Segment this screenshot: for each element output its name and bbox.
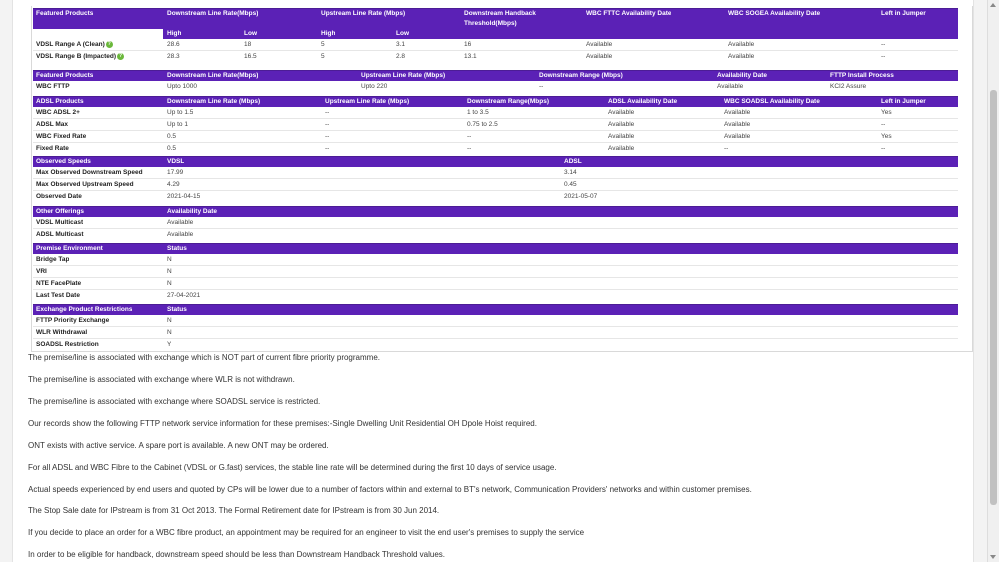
note-fttp-network: Our records show the following FTTP network service information for these premises:-Single Dwelling Unit Residential OH Dpole Hoist required. (28, 419, 537, 428)
header-status: Status (167, 306, 187, 313)
row-value: 27-04-2021 (167, 292, 201, 299)
row-label: FTTP Priority Exchange (36, 317, 110, 324)
product-name (36, 39, 113, 50)
scroll-up-icon[interactable] (990, 3, 996, 7)
down-value: Up to 1.5 (167, 109, 194, 116)
table-row (33, 51, 958, 62)
observed-speeds-table (33, 156, 958, 202)
note-ont: ONT exists with active service. A spare port is available. A new ONT may be ordered. (28, 441, 329, 450)
down-value: 0.5 (167, 145, 177, 152)
vdsl-table-header (33, 8, 958, 29)
header-left-in-jumper: Left in Jumper (881, 10, 926, 17)
header-downstream-range: Downstream Range(Mbps) (467, 98, 549, 105)
table-row (33, 315, 958, 327)
soadsl-value: -- (724, 145, 729, 152)
header-featured-products: Featured Products (36, 10, 94, 17)
jumper-value: -- (881, 145, 886, 152)
scroll-down-icon[interactable] (990, 555, 996, 559)
table-row (33, 143, 958, 154)
row-label: VDSL Multicast (36, 219, 84, 226)
row-value: Y (167, 341, 172, 348)
adsl-value: Available (608, 133, 635, 140)
row-label: SOADSL Restriction (36, 341, 99, 348)
header-featured-products: Featured Products (36, 72, 94, 79)
row-value: N (167, 329, 172, 336)
exchange-restrictions-table (33, 304, 958, 350)
note-appointment: If you decide to place an order for a WBC fibre product, an appointment may be required for an engineer to visit the end user's premises to supply the service (28, 528, 585, 537)
range-value: 0.75 to 2.5 (467, 121, 498, 128)
row-label: NTE FacePlate (36, 280, 82, 287)
product-name: WBC ADSL 2+ (36, 109, 80, 116)
header-availability-date: Availability Date (717, 72, 767, 79)
soadsl-value: Available (724, 133, 751, 140)
subheader-up-high: High (321, 30, 336, 37)
adsl-products-table (33, 96, 958, 154)
table-row (33, 290, 958, 301)
other-table-header (33, 206, 958, 217)
table-row (33, 81, 958, 92)
table-row (33, 254, 958, 266)
help-icon[interactable]: ? (107, 40, 111, 47)
adsl-table-header (33, 96, 958, 107)
up-low-value: 2.8 (396, 53, 406, 60)
vdsl-value: 17.99 (167, 169, 184, 176)
header-upstream-rate: Upstream Line Rate (Mbps) (321, 10, 406, 17)
adsl-value: 3.14 (564, 169, 577, 176)
fttp-products-table (33, 70, 958, 92)
row-label: VRI (36, 268, 47, 275)
product-name: WBC Fixed Rate (36, 133, 87, 140)
jumper-value: Yes (881, 109, 892, 116)
header-downstream-rate: Downstream Line Rate(Mbps) (167, 72, 259, 79)
down-high-value: 28.3 (167, 53, 180, 60)
row-label: WLR Withdrawal (36, 329, 88, 336)
table-row (33, 191, 958, 202)
down-low-value: 16.5 (244, 53, 257, 60)
adsl-value: Available (608, 109, 635, 116)
table-row (33, 179, 958, 191)
soadsl-value: Available (724, 109, 751, 116)
note-stable-rate: For all ADSL and WBC Fibre to the Cabinet (VDSL or G.fast) services, the stable line rate will be determined during the first 10 days of service usage. (28, 463, 557, 472)
subheader-up-low: Low (396, 30, 409, 37)
row-label: Bridge Tap (36, 256, 70, 263)
subheader-bar (163, 29, 958, 39)
note-soadsl: The premise/line is associated with exchange where SOADSL service is restricted. (28, 397, 321, 406)
premise-table-header (33, 243, 958, 254)
adsl-value: 2021-05-07 (564, 193, 598, 200)
range-value: -- (467, 133, 472, 140)
header-adsl: ADSL (564, 158, 582, 165)
header-downstream-range: Downstream Range (Mbps) (539, 72, 623, 79)
header-adsl-availability: ADSL Availability Date (608, 98, 678, 105)
up-value: -- (325, 109, 330, 116)
row-value: N (167, 280, 172, 287)
jumper-value: -- (881, 53, 886, 60)
row-label: ADSL Multicast (36, 231, 84, 238)
vdsl-products-table (33, 8, 958, 62)
up-value: -- (325, 121, 330, 128)
product-name (36, 51, 124, 62)
header-availability-date: Availability Date (167, 208, 217, 215)
sogea-value: Available (728, 41, 755, 48)
down-high-value: 28.6 (167, 41, 180, 48)
sogea-value: Available (728, 53, 755, 60)
product-name: Fixed Rate (36, 145, 69, 152)
scrollbar-thumb[interactable] (990, 90, 997, 505)
row-value: N (167, 317, 172, 324)
fttc-value: Available (586, 41, 613, 48)
row-label: Observed Date (36, 193, 82, 200)
table-row (33, 217, 958, 229)
up-high-value: 5 (321, 53, 325, 60)
header-downstream-rate: Downstream Line Rate (Mbps) (167, 98, 261, 105)
exchange-table-header (33, 304, 958, 315)
row-label: Max Observed Downstream Speed (36, 169, 143, 176)
range-value: -- (539, 83, 544, 90)
row-label: Last Test Date (36, 292, 80, 299)
table-row (33, 119, 958, 131)
up-low-value: 3.1 (396, 41, 406, 48)
note-wlr: The premise/line is associated with exchange where WLR is not withdrawn. (28, 375, 295, 384)
product-name: ADSL Max (36, 121, 69, 128)
up-value: Upto 220 (361, 83, 388, 90)
header-status: Status (167, 245, 187, 252)
header-downstream-rate: Downstream Line Rate(Mbps) (167, 10, 259, 17)
product-name: WBC FTTP (36, 83, 70, 90)
table-row (33, 339, 958, 350)
fttp-table-header (33, 70, 958, 81)
down-value: 0.5 (167, 133, 177, 140)
header-sogea-availability: WBC SOGEA Availability Date (728, 10, 821, 17)
row-label: Max Observed Upstream Speed (36, 181, 134, 188)
page-scrollbar[interactable] (987, 0, 999, 562)
subheader-down-low: Low (244, 30, 257, 37)
table-row (33, 327, 958, 339)
header-observed-speeds: Observed Speeds (36, 158, 91, 165)
note-handback: In order to be eligible for handback, downstream speed should be less than Downstream Handback Threshold values. (28, 550, 445, 559)
up-value: -- (325, 145, 330, 152)
table-row (33, 107, 958, 119)
table-row (33, 167, 958, 179)
jumper-value: -- (881, 41, 886, 48)
row-value: N (167, 256, 172, 263)
row-value: N (167, 268, 172, 275)
up-high-value: 5 (321, 41, 325, 48)
header-fttc-availability: WBC FTTC Availability Date (586, 10, 672, 17)
header-upstream-rate: Upstream Line Rate (Mbps) (361, 72, 446, 79)
avail-value: Available (717, 83, 744, 90)
table-row (33, 131, 958, 143)
header-handback-threshold: Downstream Handback Threshold(Mbps) (464, 10, 536, 27)
row-value: Available (167, 219, 194, 226)
note-actual-speeds: Actual speeds experienced by end users and quoted by CPs will be lower due to a number of factors within and external to BT's network, Communication Providers' networks and within customer premises. (28, 485, 752, 494)
threshold-value: 16 (464, 41, 472, 48)
header-vdsl: VDSL (167, 158, 185, 165)
table-row (33, 278, 958, 290)
note-fibre-priority: The premise/line is associated with exchange which is NOT part of current fibre priority programme. (28, 353, 380, 362)
header-exchange-restrictions: Exchange Product Restrictions (36, 306, 133, 313)
adsl-value: 0.45 (564, 181, 577, 188)
adsl-value: Available (608, 145, 635, 152)
product-label: VDSL Range A (Clean) (36, 41, 105, 48)
table-row (33, 229, 958, 240)
range-value: 1 to 3.5 (467, 109, 489, 116)
vdsl-subheader (33, 29, 958, 39)
product-label: VDSL Range B (Impacted) (36, 53, 117, 60)
other-offerings-table (33, 206, 958, 240)
header-fttp-install: FTTP Install Process (830, 72, 894, 79)
help-icon[interactable]: ? (119, 52, 123, 59)
down-value: Up to 1 (167, 121, 188, 128)
vdsl-value: 2021-04-15 (167, 193, 201, 200)
table-row (33, 266, 958, 278)
premise-environment-table (33, 243, 958, 301)
jumper-value: -- (881, 121, 886, 128)
down-value: Upto 1000 (167, 83, 197, 90)
fttc-value: Available (586, 53, 613, 60)
header-other-offerings: Other Offerings (36, 208, 85, 215)
table-row (33, 39, 958, 51)
up-value: -- (325, 133, 330, 140)
row-value: Available (167, 231, 194, 238)
range-value: -- (467, 145, 472, 152)
observed-table-header (33, 156, 958, 167)
adsl-value: Available (608, 121, 635, 128)
header-soadsl-availability: WBC SOADSL Availability Date (724, 98, 820, 105)
note-ipstream: The Stop Sale date for IPstream is from 31 Oct 2013. The Formal Retirement date for IPstream is from 30 Jun 2014. (28, 506, 440, 515)
soadsl-value: Available (724, 121, 751, 128)
down-low-value: 18 (244, 41, 252, 48)
header-premise-environment: Premise Environment (36, 245, 103, 252)
subheader-down-high: High (167, 30, 182, 37)
vdsl-value: 4.29 (167, 181, 180, 188)
install-value: KCI2 Assure (830, 83, 867, 90)
header-upstream-rate: Upstream Line Rate (Mbps) (325, 98, 410, 105)
header-left-in-jumper: Left in Jumper (881, 98, 926, 105)
threshold-value: 13.1 (464, 53, 477, 60)
jumper-value: Yes (881, 133, 892, 140)
header-adsl-products: ADSL Products (36, 98, 84, 105)
